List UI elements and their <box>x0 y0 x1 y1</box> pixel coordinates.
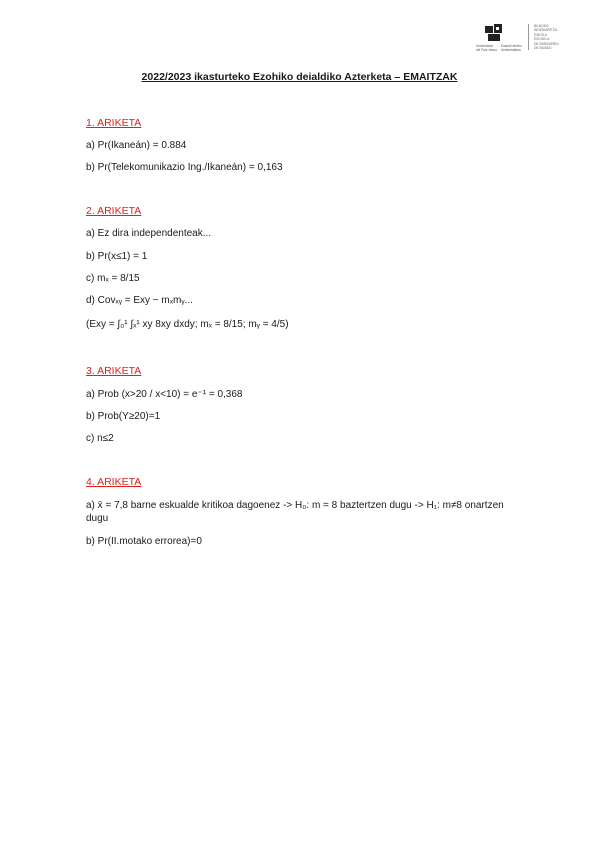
logo-caption-left-2: del País Vasco <box>476 48 498 52</box>
logo-divider <box>528 24 529 50</box>
section-4-answer-a: a) x̄ = 7,8 barne eskualde kritikoa dagoenez -> H₀: m = 8 baztertzen dugu -> H₁: m≠8 onartzen dugu <box>86 500 504 524</box>
section-2-answer-b: b) Pr(x≤1) = 1 <box>86 251 148 262</box>
upv-ehu-emblem-icon <box>484 24 504 42</box>
section-2-formula: (Exy = ∫₀¹ ∫ₓ¹ xy 8xy dxdy; mₓ = 8/15; mᵧ = 4/5) <box>86 319 289 330</box>
section-2-answer-a: a) Ez dira independenteak... <box>86 228 212 239</box>
university-logo <box>476 24 576 54</box>
section-2-heading: 2. ARIKETA <box>86 205 142 217</box>
section-4-answer-b: b) Pr(II.motako errorea)=0 <box>86 536 202 547</box>
logo-caption-left-1: Universidad <box>476 44 493 48</box>
section-3-answer-a: a) Prob (x>20 / x<10) = e⁻¹ = 0,368 <box>86 389 243 400</box>
section-1-answer-b: b) Pr(Telekomunikazio Ing./Ikaneán) = 0,163 <box>86 162 283 173</box>
school-name: BILBOKO INGENIARITZA ESKOLA ESCUELA DE INGENIERÍA DE BILBAO <box>534 24 559 51</box>
section-2-answer-c: c) mₓ = 8/15 <box>86 273 140 284</box>
section-1-answer-a: a) Pr(Ikaneán) = 0.884 <box>86 140 187 151</box>
section-3-heading: 3. ARIKETA <box>86 365 142 377</box>
document-title: 2022/2023 ikasturteko Ezohiko deialdiko Azterketa – EMAITZAK <box>141 71 458 83</box>
section-2-answer-d: d) Covₓᵧ = Exy − mₓmᵧ... <box>86 295 193 306</box>
logo-caption-mid-1: Euskal Herriko <box>501 44 522 48</box>
logo-caption-mid-2: Unibertsitatea <box>501 48 521 52</box>
section-3-answer-b: b) Prob(Y≥20)=1 <box>86 411 161 422</box>
section-1-heading: 1. ARIKETA <box>86 117 142 129</box>
section-4-heading: 4. ARIKETA <box>86 476 142 488</box>
section-3-answer-c: c) n≤2 <box>86 433 114 444</box>
